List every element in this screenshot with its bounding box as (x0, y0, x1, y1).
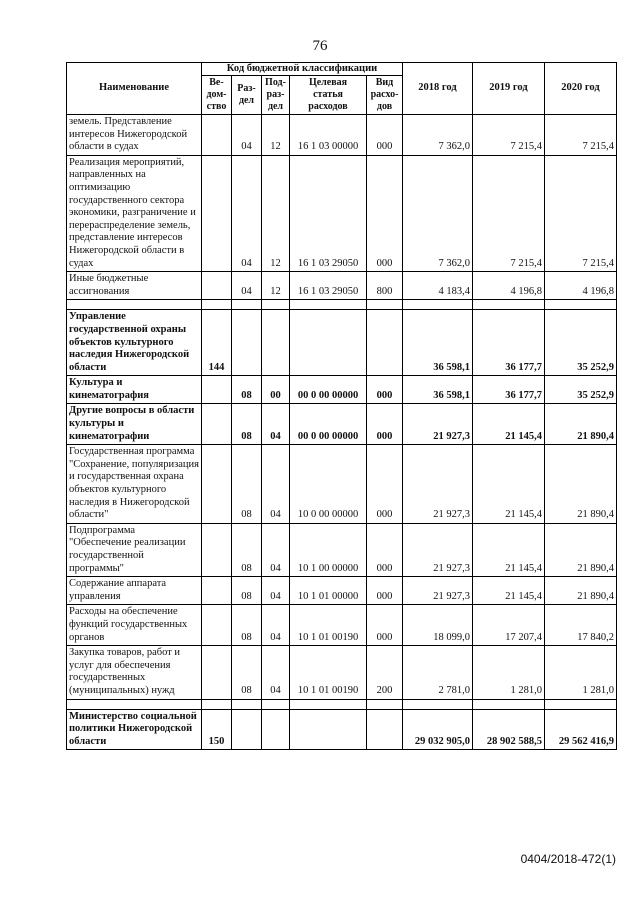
cell-razdel: 08 (232, 445, 262, 524)
spacer-cell (67, 699, 202, 709)
cell-2020: 21 890,4 (545, 445, 617, 524)
cell-2018: 36 598,1 (403, 310, 473, 376)
cell-tselevaya-statya: 10 1 01 00190 (290, 646, 367, 699)
cell-2020: 21 890,4 (545, 577, 617, 605)
cell-podrazdel: 04 (262, 523, 290, 576)
table-row (67, 445, 617, 524)
cell-tselevaya-statya: 10 0 00 00000 (290, 445, 367, 524)
cell-razdel (232, 310, 262, 376)
cell-vid-rashodov: 000 (367, 445, 403, 524)
row-name: Содержание аппарата управления (67, 577, 202, 605)
spacer-cell (473, 699, 545, 709)
header-code-group: Код бюджетной классификации (202, 63, 403, 76)
cell-2019: 36 177,7 (473, 376, 545, 404)
cell-vid-rashodov (367, 709, 403, 750)
cell-tselevaya-statya (290, 310, 367, 376)
cell-2020: 21 890,4 (545, 523, 617, 576)
cell-tselevaya-statya: 10 1 00 00000 (290, 523, 367, 576)
header-2019: 2019 год (473, 63, 545, 115)
spacer-row (67, 300, 617, 310)
header-vedomstvo: Ве- дом- ство (202, 76, 232, 115)
spacer-cell (67, 300, 202, 310)
cell-podrazdel: 12 (262, 272, 290, 300)
table-body (67, 115, 617, 750)
cell-2019: 28 902 588,5 (473, 709, 545, 750)
cell-2018: 29 032 905,0 (403, 709, 473, 750)
row-name: Закупка товаров, работ и услуг для обеспечения государственных (муниципальных) нужд (67, 646, 202, 699)
cell-podrazdel: 04 (262, 646, 290, 699)
row-name: Иные бюджетные ассигнования (67, 272, 202, 300)
cell-2019: 36 177,7 (473, 310, 545, 376)
header-tselevaya-statya: Целевая статья расходов (290, 76, 367, 115)
row-name: Подпрограмма "Обеспечение реализации государственной программы" (67, 523, 202, 576)
spacer-cell (403, 300, 473, 310)
header-podrazdel: Под- раз- дел (262, 76, 290, 115)
cell-2019: 7 215,4 (473, 115, 545, 156)
row-name: Управление государственной охраны объектов культурного наследия Нижегородской области (67, 310, 202, 376)
table-row (67, 605, 617, 646)
header-2018: 2018 год (403, 63, 473, 115)
cell-razdel: 04 (232, 155, 262, 271)
cell-razdel: 08 (232, 605, 262, 646)
cell-vid-rashodov: 000 (367, 155, 403, 271)
cell-tselevaya-statya: 00 0 00 00000 (290, 376, 367, 404)
cell-2019: 21 145,4 (473, 404, 545, 445)
spacer-cell (262, 699, 290, 709)
cell-2020: 29 562 416,9 (545, 709, 617, 750)
cell-2018: 18 099,0 (403, 605, 473, 646)
row-name: Другие вопросы в области культуры и кинематографии (67, 404, 202, 445)
table-row (67, 376, 617, 404)
table-row (67, 272, 617, 300)
spacer-cell (202, 300, 232, 310)
cell-podrazdel: 04 (262, 404, 290, 445)
spacer-cell (232, 699, 262, 709)
cell-2020: 35 252,9 (545, 376, 617, 404)
cell-vedomstvo (202, 272, 232, 300)
spacer-cell (545, 699, 617, 709)
cell-vedomstvo (202, 605, 232, 646)
cell-vedomstvo (202, 404, 232, 445)
spacer-cell (232, 300, 262, 310)
cell-2019: 1 281,0 (473, 646, 545, 699)
cell-vedomstvo: 144 (202, 310, 232, 376)
row-name: земель. Представление интересов Нижегородской области в судах (67, 115, 202, 156)
row-name: Реализация мероприятий, направленных на оптимизацию государственного сектора экономики, разграничение и перераспределение земель, представление интересов Нижегородской области в судах (67, 155, 202, 271)
cell-tselevaya-statya (290, 709, 367, 750)
cell-2018: 36 598,1 (403, 376, 473, 404)
cell-vedomstvo (202, 445, 232, 524)
cell-vid-rashodov: 000 (367, 523, 403, 576)
cell-vedomstvo (202, 155, 232, 271)
row-name: Государственная программа "Сохранение, популяризация и государственная охрана объектов культурного наследия в Нижегородской области" (67, 445, 202, 524)
cell-2019: 21 145,4 (473, 523, 545, 576)
cell-razdel: 08 (232, 376, 262, 404)
cell-vid-rashodov: 000 (367, 376, 403, 404)
cell-podrazdel (262, 709, 290, 750)
table-row (67, 155, 617, 271)
table-row (67, 310, 617, 376)
cell-2018: 7 362,0 (403, 115, 473, 156)
header-vid-rashodov: Вид расхо- дов (367, 76, 403, 115)
cell-2018: 2 781,0 (403, 646, 473, 699)
header-2020: 2020 год (545, 63, 617, 115)
cell-razdel: 04 (232, 272, 262, 300)
cell-2018: 7 362,0 (403, 155, 473, 271)
cell-podrazdel: 00 (262, 376, 290, 404)
cell-razdel (232, 709, 262, 750)
spacer-cell (290, 300, 367, 310)
row-name: Культура и кинематография (67, 376, 202, 404)
cell-vedomstvo (202, 523, 232, 576)
spacer-cell (473, 300, 545, 310)
spacer-cell (262, 300, 290, 310)
spacer-cell (403, 699, 473, 709)
table-row (67, 523, 617, 576)
cell-2020: 17 840,2 (545, 605, 617, 646)
table-row (67, 404, 617, 445)
cell-vid-rashodov (367, 310, 403, 376)
cell-vid-rashodov: 000 (367, 605, 403, 646)
spacer-cell (290, 699, 367, 709)
cell-tselevaya-statya: 00 0 00 00000 (290, 404, 367, 445)
cell-2018: 21 927,3 (403, 445, 473, 524)
cell-podrazdel: 12 (262, 115, 290, 156)
header-name: Наименование (67, 63, 202, 115)
table-row (67, 709, 617, 750)
budget-table (66, 62, 617, 750)
row-name: Расходы на обеспечение функций государственных органов (67, 605, 202, 646)
cell-tselevaya-statya: 16 1 03 29050 (290, 155, 367, 271)
cell-razdel: 04 (232, 115, 262, 156)
cell-2019: 21 145,4 (473, 577, 545, 605)
cell-tselevaya-statya: 10 1 01 00190 (290, 605, 367, 646)
cell-2018: 21 927,3 (403, 577, 473, 605)
cell-tselevaya-statya: 16 1 03 29050 (290, 272, 367, 300)
spacer-cell (545, 300, 617, 310)
cell-2019: 4 196,8 (473, 272, 545, 300)
cell-tselevaya-statya: 16 1 03 00000 (290, 115, 367, 156)
spacer-row (67, 699, 617, 709)
cell-vid-rashodov: 800 (367, 272, 403, 300)
cell-podrazdel (262, 310, 290, 376)
cell-2020: 35 252,9 (545, 310, 617, 376)
cell-2018: 4 183,4 (403, 272, 473, 300)
cell-vedomstvo: 150 (202, 709, 232, 750)
cell-podrazdel: 12 (262, 155, 290, 271)
table-row (67, 577, 617, 605)
cell-podrazdel: 04 (262, 577, 290, 605)
cell-2020: 4 196,8 (545, 272, 617, 300)
cell-vedomstvo (202, 115, 232, 156)
cell-razdel: 08 (232, 404, 262, 445)
cell-2018: 21 927,3 (403, 523, 473, 576)
table-row (67, 646, 617, 699)
cell-2020: 21 890,4 (545, 404, 617, 445)
spacer-cell (367, 699, 403, 709)
cell-vid-rashodov: 200 (367, 646, 403, 699)
cell-2019: 7 215,4 (473, 155, 545, 271)
row-name: Министерство социальной политики Нижегородской области (67, 709, 202, 750)
cell-2020: 1 281,0 (545, 646, 617, 699)
page-number: 76 (312, 38, 328, 54)
cell-2018: 21 927,3 (403, 404, 473, 445)
cell-podrazdel: 04 (262, 445, 290, 524)
header-razdel: Раз- дел (232, 76, 262, 115)
table-header (67, 63, 617, 115)
cell-vedomstvo (202, 577, 232, 605)
cell-vedomstvo (202, 646, 232, 699)
cell-razdel: 08 (232, 646, 262, 699)
cell-2019: 21 145,4 (473, 445, 545, 524)
document-code: 0404/2018-472(1) (520, 852, 616, 866)
cell-vid-rashodov: 000 (367, 115, 403, 156)
cell-razdel: 08 (232, 577, 262, 605)
cell-2020: 7 215,4 (545, 155, 617, 271)
cell-podrazdel: 04 (262, 605, 290, 646)
cell-vedomstvo (202, 376, 232, 404)
table-row (67, 115, 617, 156)
cell-vid-rashodov: 000 (367, 404, 403, 445)
spacer-cell (367, 300, 403, 310)
cell-vid-rashodov: 000 (367, 577, 403, 605)
cell-tselevaya-statya: 10 1 01 00000 (290, 577, 367, 605)
spacer-cell (202, 699, 232, 709)
cell-razdel: 08 (232, 523, 262, 576)
cell-2019: 17 207,4 (473, 605, 545, 646)
cell-2020: 7 215,4 (545, 115, 617, 156)
